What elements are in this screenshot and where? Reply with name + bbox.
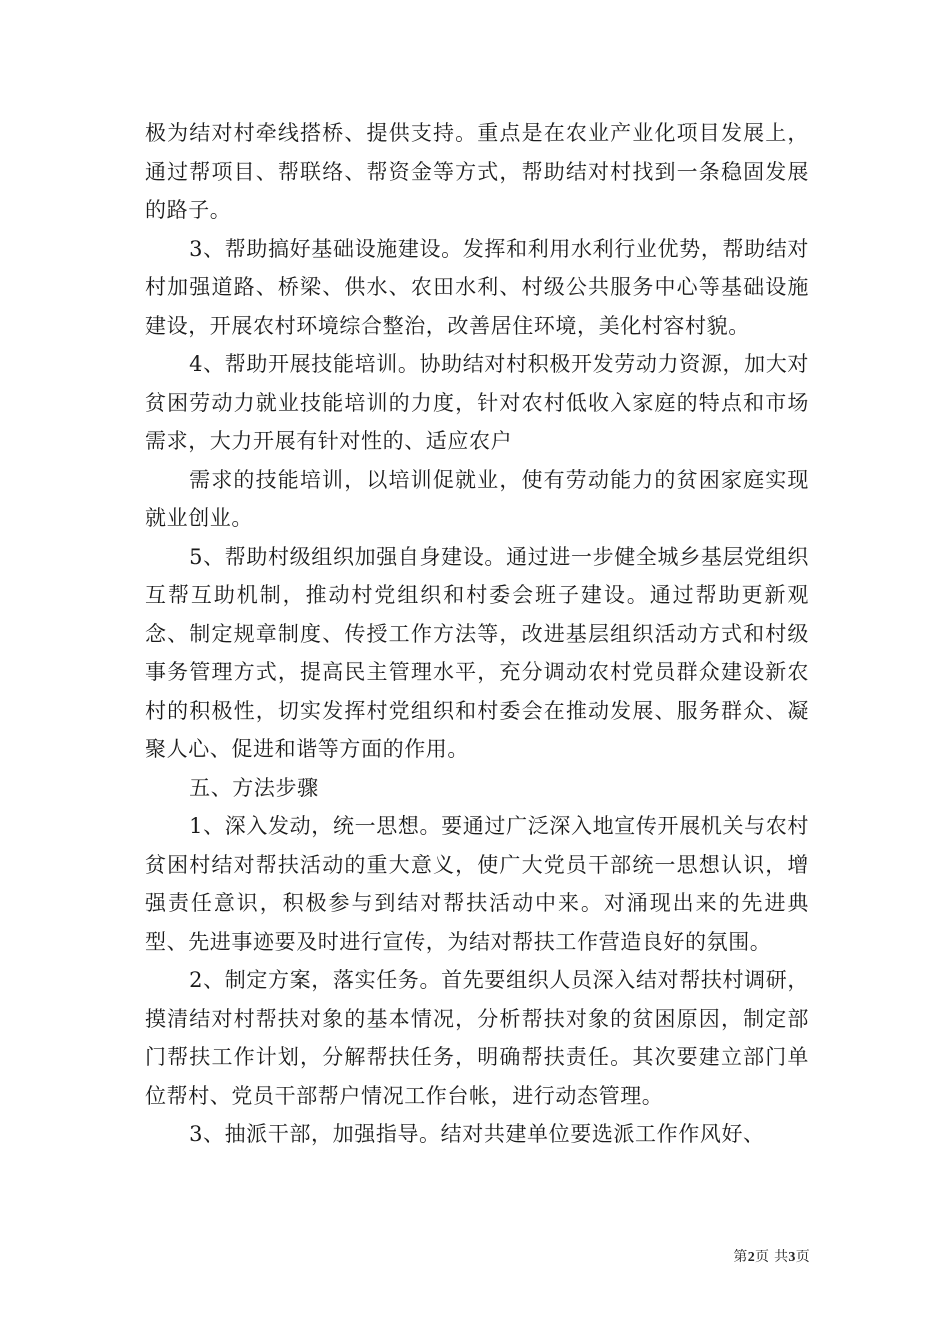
footer-middle: 页 共 [755, 1249, 789, 1265]
paragraph-step-2: 2、制定方案，落实任务。首先要组织人员深入结对帮扶村调研，摸清结对村帮扶对象的基本情况，分析帮扶对象的贫困原因，制定部门帮扶工作计划，分解帮扶任务，明确帮扶责任。其次要建立部门单位帮村、党员干部帮户情况工作台帐，进行动态管理。 [145, 968, 809, 1108]
paragraph-item-5: 5、帮助村级组织加强自身建设。通过进一步健全城乡基层党组织互帮互助机制，推动村党组织和村委会班子建设。通过帮助更新观念、制定规章制度、传授工作方法等，改进基层组织活动方式和村级事务管理方式，提高民主管理水平，充分调动农村党员群众建设新农村的积极性，切实发挥村党组织和村委会在推动发展、服务群众、凝聚人心、促进和谐等方面的作用。 [145, 544, 809, 761]
paragraph-step-1: 1、深入发动，统一思想。要通过广泛深入地宣传开展机关与农村贫困村结对帮扶活动的重大意义，使广大党员干部统一思想认识，增强责任意识，积极参与到结对帮扶活动中来。对涌现出来的先进典型、先进事迹要及时进行宣传，为结对帮扶工作营造良好的氛围。 [145, 814, 809, 954]
paragraph-step-3: 3、抽派干部，加强指导。结对共建单位要选派工作作风好、 [189, 1122, 765, 1146]
page-footer [660, 1246, 810, 1266]
footer-total-pages: 3 [788, 1250, 796, 1265]
footer-suffix: 页 [795, 1249, 810, 1265]
document-body [145, 114, 809, 1154]
paragraph-continuation: 极为结对村牵线搭桥、提供支持。重点是在农业产业化项目发展上，通过帮项目、帮联络、帮资金等方式，帮助结对村找到一条稳固发展的路子。 [145, 121, 809, 222]
footer-prefix: 第 [733, 1249, 748, 1265]
section-heading-five: 五、方法步骤 [189, 775, 319, 800]
footer-current-page: 2 [747, 1250, 756, 1265]
paragraph-item-4-continued: 需求的技能培训，以培训促就业，使有劳动能力的贫困家庭实现就业创业。 [145, 467, 809, 530]
paragraph-item-4: 4、帮助开展技能培训。协助结对村积极开发劳动力资源，加大对贫困劳动力就业技能培训的力度，针对农村低收入家庭的特点和市场需求，大力开展有针对性的、适应农户 [145, 352, 809, 453]
paragraph-item-3: 3、帮助搞好基础设施建设。发挥和利用水利行业优势，帮助结对村加强道路、桥梁、供水、农田水利、村级公共服务中心等基础设施建设，开展农村环境综合整治，改善居住环境，美化村容村貌。 [145, 236, 809, 338]
